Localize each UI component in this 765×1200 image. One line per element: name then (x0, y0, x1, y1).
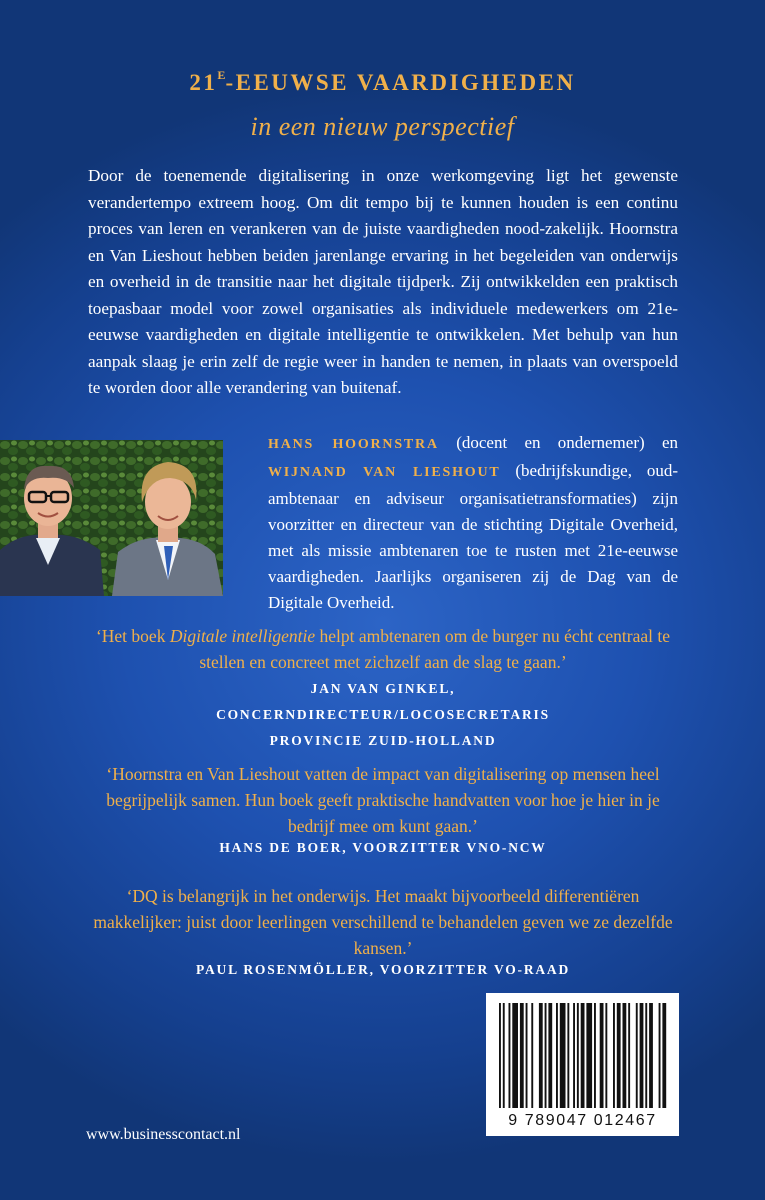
barcode-bar (640, 1003, 644, 1108)
barcode-bar (556, 1003, 558, 1108)
book-blurb: Door de toenemende digitalisering in onze werkomgeving ligt het gewenste verandertempo extreem hoog. Om dit tempo bij te kunnen houden is een continu proces van leren en verankeren van de juiste vaardigheden nood-zakelijk. Hoornstra en Van Lieshout hebben beiden jarenlange ervaring in het begeleiden van onderwijs en overheid in de transitie naar het digitale tijdperk. Zij ontwikkelden een praktisch toepasbaar model voor zowel organisaties als individuele medewerkers om 21e-eeuwse vaardigheden en digitale intelligentie te ontwikkelen. Met behulp van hun aanpak slaag je erin zelf de regie weer in handen te nemen, in plaats van overspoeld te worden door alle verandering van buitenaf. (88, 166, 678, 397)
barcode-bar (573, 1003, 575, 1108)
barcode-bar (605, 1003, 607, 1108)
isbn-number: 9 789047 012467 (508, 1112, 657, 1129)
endorsement-attribution-1: JAN VAN GINKEL, CONCERNDIRECTEUR/LOCOSECRETARIS PROVINCIE ZUID-HOLLAND (216, 681, 550, 748)
barcode-bar (586, 1003, 592, 1108)
barcode-bar (649, 1003, 653, 1108)
author-name-2: WIJNAND VAN LIESHOUT (268, 465, 501, 480)
endorsement-attribution-3: PAUL ROSENMÖLLER, VOORZITTER VO-RAAD (195, 962, 571, 977)
barcode-bar (623, 1003, 627, 1108)
barcode-bar (509, 1003, 511, 1108)
barcode-bar (512, 1003, 518, 1108)
endorsement-quote-3: ‘DQ is belangrijk in het onderwijs. Het maakt bijvoorbeeld differentiëren makkelijker: juist door leerlingen verschillend te behandelen geven we ze dezelfde kansen.’ (93, 886, 673, 958)
endorsement-quote-1: ‘Het boek Digitale intelligentie helpt ambtenaren om de burger nu écht centraal te stellen en concreet met zichzelf aan de slag te gaan.’ (95, 626, 671, 672)
barcode-bar (645, 1003, 647, 1108)
barcode-bar (503, 1003, 505, 1108)
barcode-bar (499, 1003, 501, 1108)
barcode-bar (613, 1003, 615, 1108)
barcode-bar (662, 1003, 666, 1108)
authors-photo (0, 440, 223, 596)
barcode-bar (531, 1003, 533, 1108)
barcode-bar (617, 1003, 621, 1108)
author-name-1: HANS HOORNSTRA (268, 437, 439, 452)
cover-title: $21^E$-EEUWSE VAARDIGHEDEN (189, 68, 576, 95)
barcode-bar (560, 1003, 566, 1108)
barcode-bar (539, 1003, 543, 1108)
barcode-bar (600, 1003, 604, 1108)
barcode-bar (526, 1003, 528, 1108)
barcode-bar (628, 1003, 630, 1108)
endorsement-quote-2: ‘Hoornstra en Van Lieshout vatten de impact van digitalisering op mensen heel begrijpelijk samen. Hun boek geeft praktische handvatten voor hoe je hier in je bedrijf mee om kunt gaan.’ (106, 764, 660, 836)
barcode-bar (545, 1003, 547, 1108)
barcode-bar (659, 1003, 661, 1108)
endorsement-attribution-2: HANS DE BOER, VOORZITTER VNO-NCW (219, 840, 547, 855)
barcode-bar (520, 1003, 524, 1108)
barcode-bar (594, 1003, 596, 1108)
barcode-bar (636, 1003, 638, 1108)
barcode-bar (548, 1003, 552, 1108)
barcode-bar (581, 1003, 585, 1108)
barcode-bar (567, 1003, 569, 1108)
author-bio: HANS HOORNSTRA (docent en ondernemer) en WIJNAND VAN LIESHOUT (bedrijfskundige, oud-ambtenaar en adviseur organisatietransformaties) zijn voorzitter en directeur van de stichting Digitale Overheid, met als missie ambtenaren toe te rusten met 21e-eeuwse vaardigheden. Jaarlijks organiseren zij de Dag van de Digitale Overheid. (268, 433, 678, 612)
publisher-url: www.businesscontact.nl (86, 1126, 241, 1143)
barcode-bar (577, 1003, 579, 1108)
cover-subtitle: in een nieuw perspectief (250, 112, 515, 141)
